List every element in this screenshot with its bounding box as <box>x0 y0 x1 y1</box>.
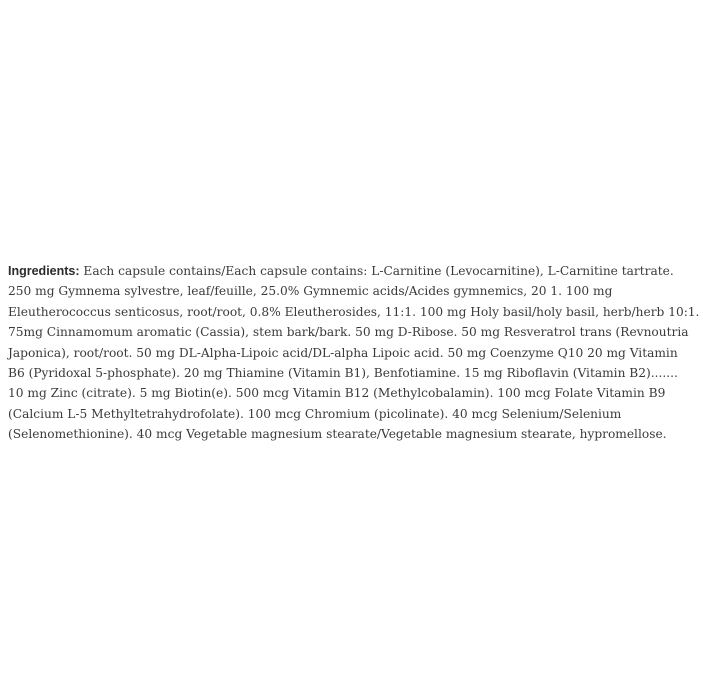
ingredients-line-1 <box>8 261 698 281</box>
ingredients-line-2: 250 mg Gymnema sylvestre, leaf/feuille, 25.0% Gymnemic acids/Acides gymnemics, 20 1. 100 mg <box>8 284 613 299</box>
ingredients-line-7: 10 mg Zinc (citrate). 5 mg Biotin(e). 500 mcg Vitamin B12 (Methylcobalamin). 100 mcg Folate Vitamin B9 <box>8 386 666 401</box>
ingredients-line-8: (Calcium L-5 Methyltetrahydrofolate). 100 mcg Chromium (picolinate). 40 mcg Selenium/Selenium <box>8 406 622 421</box>
ingredients-line-6: B6 (Pyridoxal 5-phosphate). 20 mg Thiamine (Vitamin B1), Benfotiamine. 15 mg Riboflavin (Vitamin B2)....... <box>8 366 678 381</box>
ingredients-label: Ingredients: <box>8 264 80 278</box>
ingredients-line-3: Eleutherococcus senticosus, root/root, 0.8% Eleutherosides, 11:1. 100 mg Holy basil/holy basil, herb/herb 10:1. <box>8 304 700 319</box>
ingredients-line-5: Japonica), root/root. 50 mg DL-Alpha-Lipoic acid/DL-alpha Lipoic acid. 50 mg Coenzyme Q10 20 mg Vitamin <box>8 345 678 360</box>
ingredients-paragraph <box>8 261 698 445</box>
ingredients-line-9: (Selenomethionine). 40 mcg Vegetable magnesium stearate/Vegetable magnesium stearate, hypromellose. <box>8 427 667 442</box>
ingredients-line-4: 75mg Cinnamomum aromatic (Cassia), stem bark/bark. 50 mg D-Ribose. 50 mg Resveratrol trans (Revnoutria <box>8 325 689 340</box>
ingredients-first-line-text: Each capsule contains/Each capsule contains: L-Carnitine (Levocarnitine), L-Carnitine tartrate. <box>79 264 674 278</box>
